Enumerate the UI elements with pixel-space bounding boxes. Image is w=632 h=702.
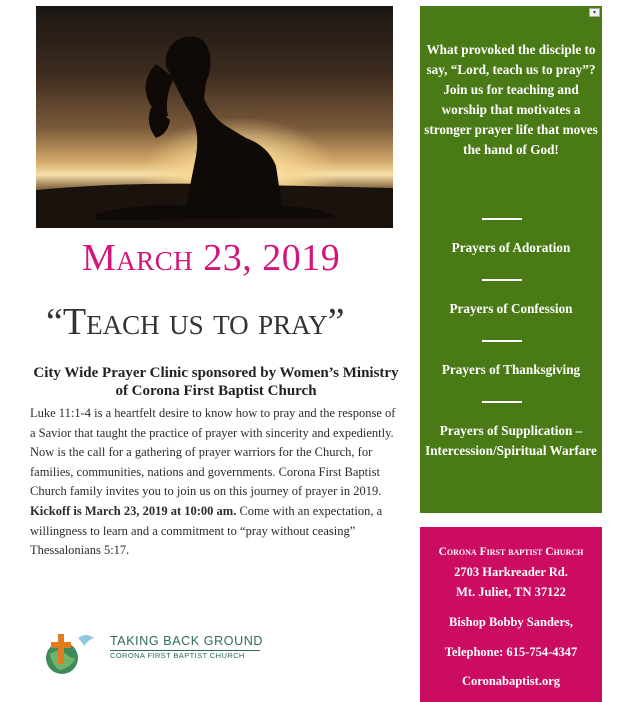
taking-back-ground-logo xyxy=(40,628,270,676)
logo-title: TAKING BACK GROUND xyxy=(110,634,263,648)
divider xyxy=(482,401,522,403)
praying-woman-silhouette-icon xyxy=(36,6,393,228)
cross-dove-globe-icon xyxy=(40,628,102,676)
prayer-topic-confession: Prayers of Confession xyxy=(449,301,573,316)
event-subtitle: City Wide Prayer Clinic sponsored by Women’s Ministry of Corona First Baptist Church xyxy=(33,365,399,399)
collapse-toggle[interactable]: ▾ xyxy=(589,8,600,17)
telephone: Telephone: 615-754-4347 xyxy=(444,645,578,659)
event-description xyxy=(30,404,400,561)
prayer-topics-panel xyxy=(420,6,602,513)
divider xyxy=(482,279,522,281)
kickoff-text: Kickoff is March 23, 2019 at 10:00 am. xyxy=(30,503,237,518)
divider xyxy=(482,218,522,220)
prayer-topic-thanksgiving: Prayers of Thanksgiving xyxy=(441,362,581,377)
prayer-topic-supplication: Prayers of Supplication – Intercession/Spiritual Warfare xyxy=(425,423,597,458)
description-part-1: Luke 11:1-4 is a heartfelt desire to know how to pray and the response of a Savior that taught the practice of prayer with sincerity and expediently. Now is the call for a gathering of prayer warriors for the Church, for families, communities, nations and governments. Corona First Baptist Church family invites you to join us on this journey of prayer in 2019. xyxy=(30,406,396,499)
description-part-2: Come with an expectation, a willingness to learn and a commitment to “pray without ceasing” Thessalonians 5:17. xyxy=(30,503,383,558)
prayer-topic-adoration: Prayers of Adoration xyxy=(451,240,571,255)
event-date: March 23, 2019 xyxy=(82,237,341,279)
street-address: 2703 Harkreader Rd. xyxy=(454,565,568,579)
panel-intro: What provoked the disciple to say, “Lord, teach us to pray”? Join us for teaching and worship that motivates a stronger prayer life that moves the hand of God! xyxy=(424,42,598,157)
divider xyxy=(482,340,522,342)
logo-subtitle: CORONA FIRST BAPTIST CHURCH xyxy=(110,651,245,660)
city-address: Mt. Juliet, TN 37122 xyxy=(456,585,566,599)
website-link[interactable]: Coronabaptist.org xyxy=(461,674,561,688)
bishop-name: Bishop Bobby Sanders, xyxy=(448,615,573,629)
church-name: Corona First baptist Church xyxy=(438,546,584,558)
hero-image xyxy=(36,6,393,228)
event-theme: “Teach us to pray” xyxy=(46,301,345,343)
contact-panel xyxy=(420,527,602,702)
